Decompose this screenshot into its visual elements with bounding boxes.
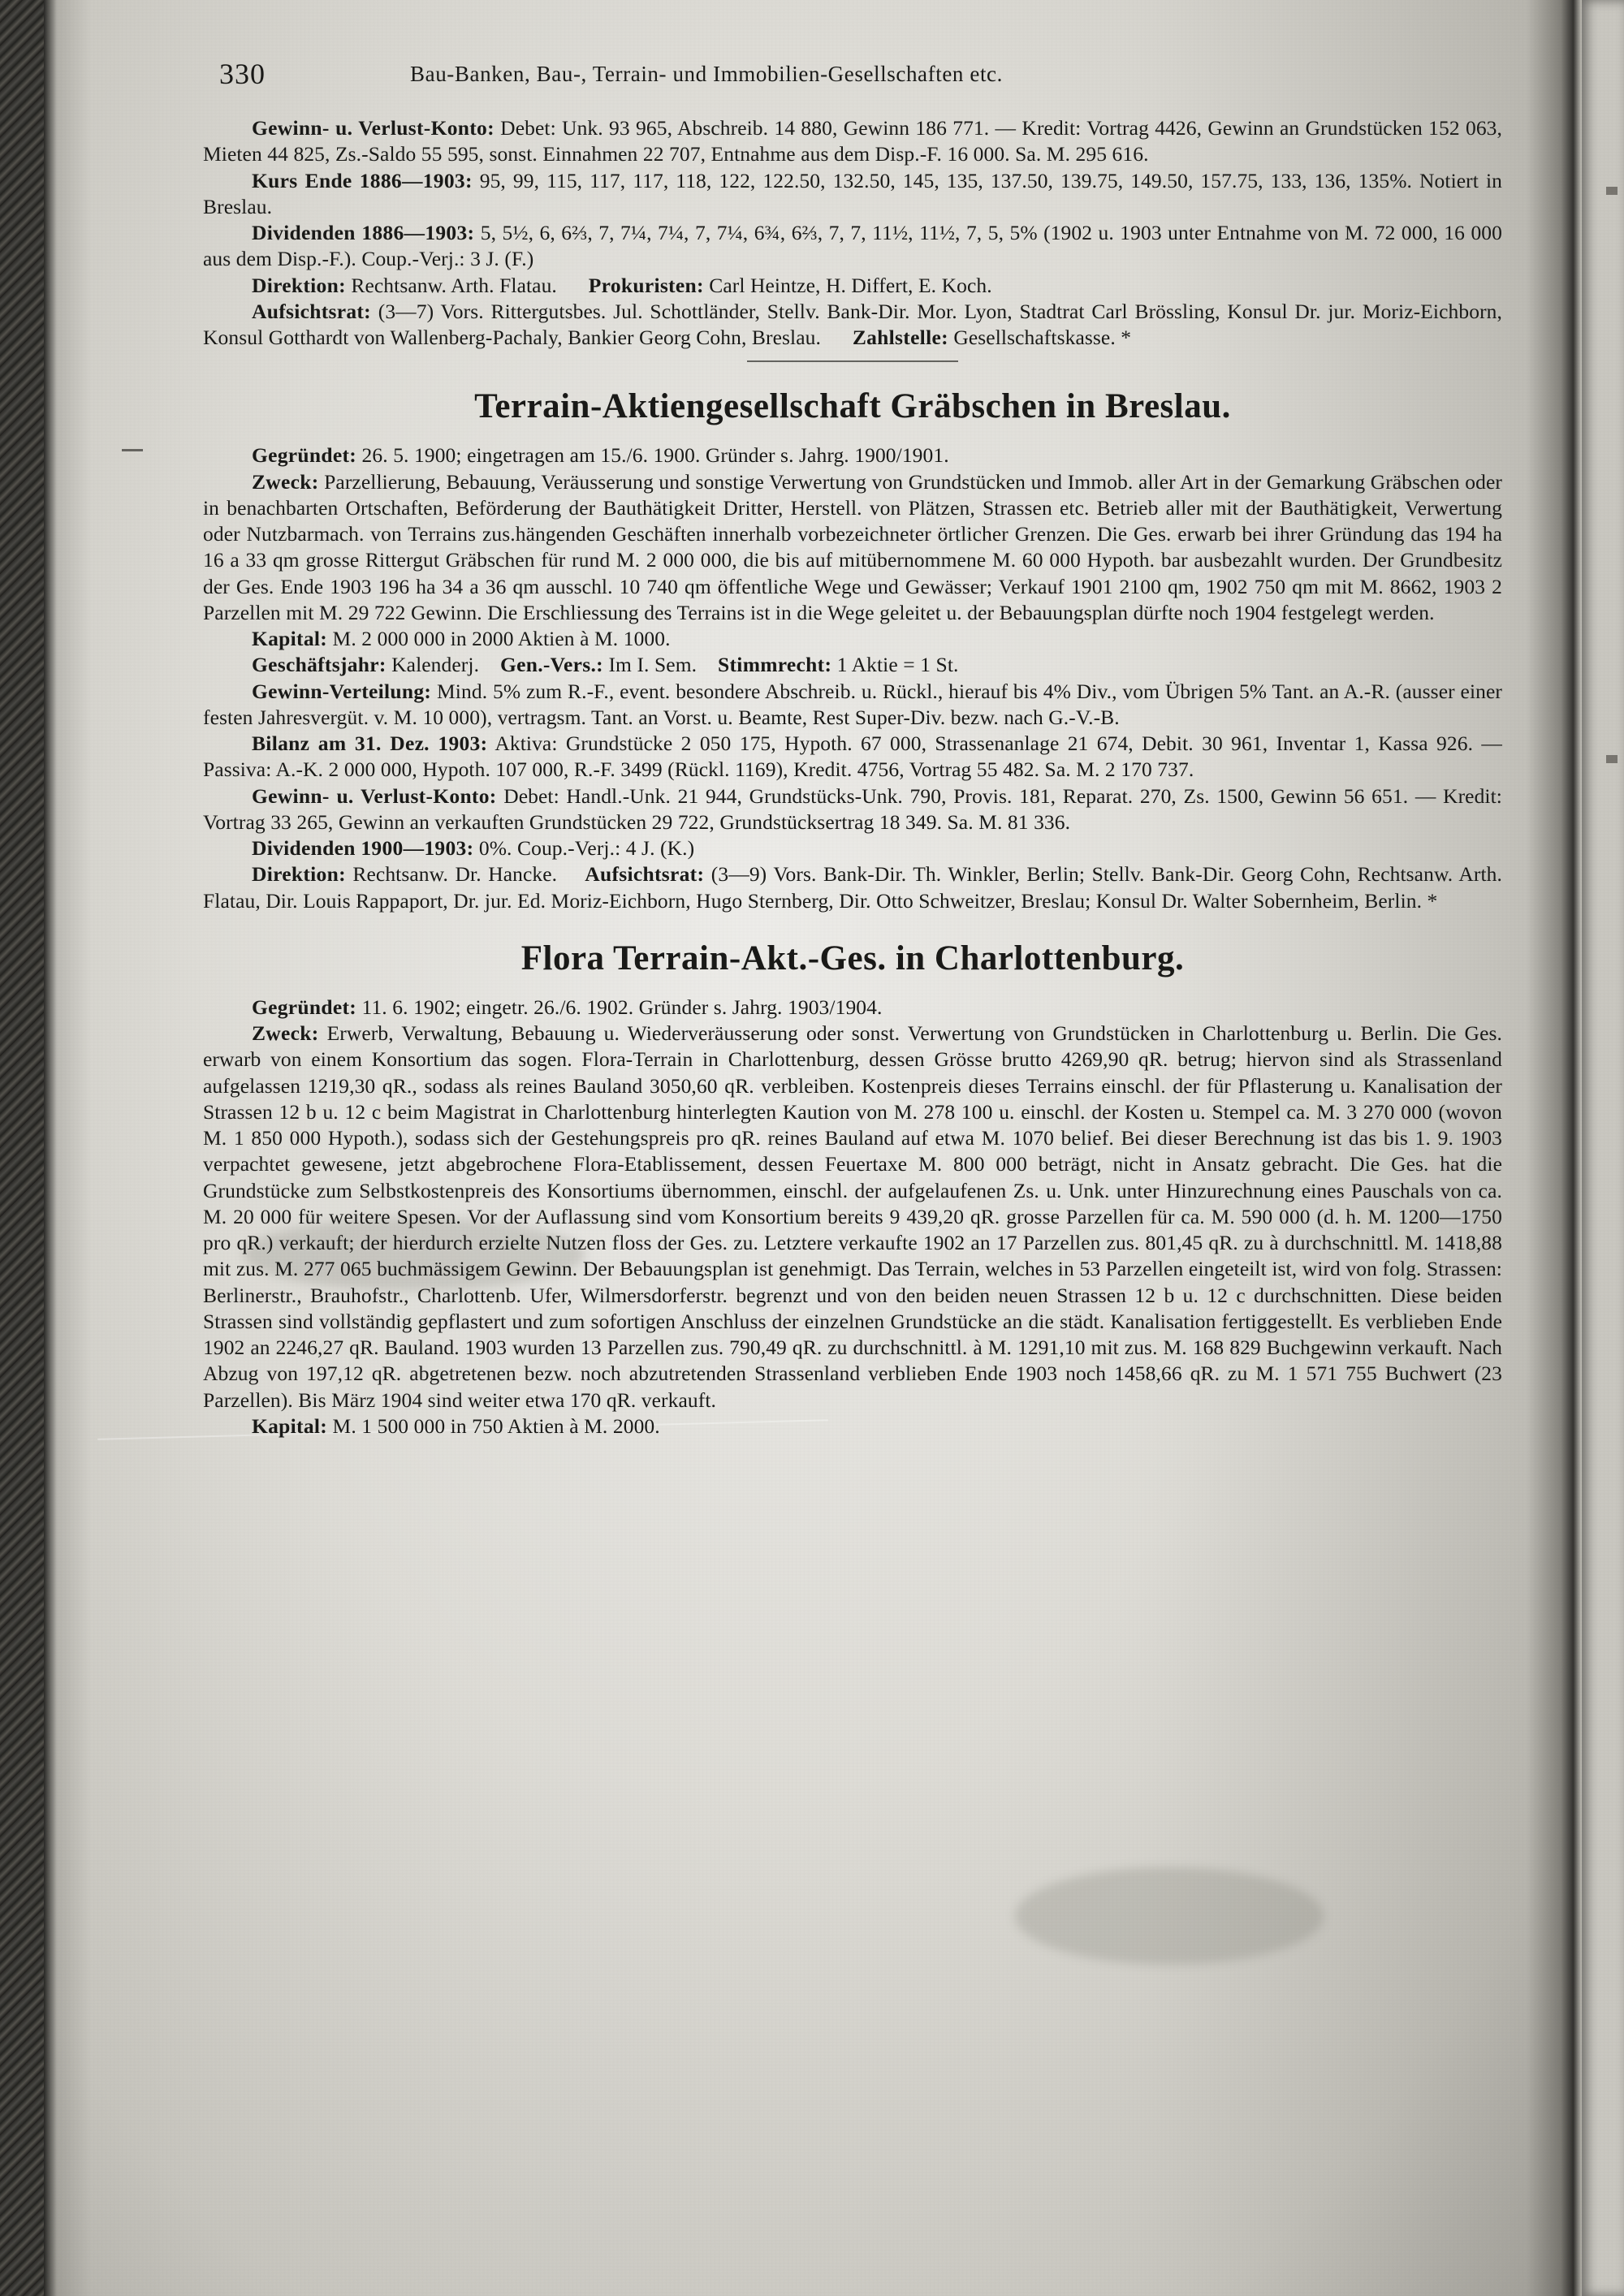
paragraph-zweck-flora: [203, 1021, 1502, 1413]
label-direktion-graebschen: Direktion:: [252, 862, 346, 887]
margin-dash-mark: [122, 449, 143, 451]
text-direktion: Rechtsanw. Arth. Flatau.: [345, 273, 557, 297]
label-kapital-flora: Kapital:: [252, 1413, 328, 1438]
binding-shadow: [44, 0, 57, 2296]
text-kapital-flora: M. 1 500 000 in 750 Aktien à M. 2000.: [327, 1413, 660, 1438]
label-direktion: Direktion:: [252, 273, 346, 297]
label-aufsichtsrat-graebschen: Aufsichtsrat:: [585, 862, 705, 887]
label-gegruendet-flora: Gegründet:: [252, 995, 357, 1019]
label-kapital: Kapital:: [252, 627, 328, 650]
text-dividenden: 5, 5½, 6, 6⅔, 7, 7¼, 7¼, 7, 7¼, 6¾, 6⅔, 7, 7, 11½, 11½, 7, 5, 5% (1902 u. 1903 unter Entnahme von M. 72 000, 16 000 aus dem Disp.-F.). Coup.-Verj.: 3 J. (F.): [203, 221, 1502, 271]
article-previous-company: [203, 115, 1502, 362]
paragraph-kurs-ende: [203, 168, 1502, 221]
paragraph-gewinn-verteilung: [203, 679, 1502, 732]
page-header: [203, 57, 1502, 99]
page-content: [203, 57, 1502, 1439]
text-aufsichtsrat-graebschen: (3—9) Vors. Bank-Dir. Th. Winkler, Berlin; Stellv. Bank-Dir. Georg Cohn, Rechtsanw. Arth. Flatau, Dir. Louis Rappaport, Dr. jur. Ed. Moriz-Eichborn, Hugo Sternberg, Dir. Otto Schweitzer, Breslau; Konsul Dr. Walter Sobernheim, Berlin. *: [203, 862, 1503, 913]
paragraph-direktion: [203, 273, 1502, 299]
heading-graebschen: Terrain-Aktiengesellschaft Gräbschen in Breslau.: [474, 387, 1231, 426]
label-zahlstelle: Zahlstelle:: [852, 326, 948, 349]
label-prokuristen: Prokuristen:: [588, 273, 704, 297]
text-gewinn-verteilung: Mind. 5% zum R.-F., event. besondere Abschreib. u. Rückl., hierauf bis 4% Div., vom Übrigen 5% Tant. an A.-R. (ausser einer festen Jahresvergüt. v. M. 10 000), vertragsm. Tant. an Vorst. u. Beamte, Rest Super-Div. bezw. nach G.-V.-B.: [203, 679, 1502, 729]
body-graebschen: [203, 442, 1502, 914]
text-kapital: M. 2 000 000 in 2000 Aktien à M. 1000.: [327, 627, 671, 650]
label-dividenden-graebschen: Dividenden 1900—1903:: [252, 836, 474, 860]
paragraph-dividenden-graebschen: [203, 835, 1502, 861]
adjacent-page-sliver: [1582, 0, 1624, 2296]
label-zweck: Zweck:: [252, 469, 319, 494]
text-geschaeftsjahr: Kalenderj.: [386, 653, 480, 677]
paragraph-bilanz: [203, 731, 1502, 783]
text-zweck: Parzellierung, Bebauung, Veräusserung und sonstige Verwertung von Grundstücken und Immob. aller Art in der Gemarkung Gräbschen oder in benachbarten Ortschaften, Beförderung der Bauthätigkeit Dritter, Herstell. von Plätzen, Strassen etc. Betrieb aller mit der Bauthätigkeit, Verwertung oder Nutzbarmach. von Terrains zus.hängenden Geschäften innerhalb vorbezeichneter örtlicher Grenzen. Die Ges. erwarb bei ihrer Gründung das 194 ha 16 a 33 qm grosse Rittergut Gräbschen für rund M. 2 000 000, die bis auf mitübernommene M. 60 000 Hypoth. bar ausbezahlt wurden. Der Grundbesitz der Ges. Ende 1903 196 ha 34 a 36 qm ausschl. 10 740 qm öffentliche Wege und Gewässer; Verkauf 1901 2100 qm, 1902 750 qm mit M. 8662, 1903 2 Parzellen mit M. 29 722 Gewinn. Die Erschliessung des Terrains ist in die Wege geleitet u. der Bebauungsplan dürfte noch 1904 festgelegt werden.: [203, 469, 1502, 624]
label-gewinn-verteilung: Gewinn-Verteilung:: [252, 679, 432, 703]
text-gewinn-verlust-konto: Debet: Unk. 93 965, Abschreib. 14 880, Gewinn 186 771. — Kredit: Vortrag 4426, Gewinn an Grundstücken 152 063, Mieten 44 825, Zs.-Saldo 55 595, sonst. Einnahmen 22 707, Entnahme aus dem Disp.-F. 16 000. Sa. M. 295 616.: [203, 116, 1502, 166]
body-flora: [203, 995, 1502, 1439]
label-aufsichtsrat: Aufsichtsrat:: [252, 299, 371, 323]
text-bilanz: Aktiva: Grundstücke 2 050 175, Hypoth. 67 000, Strassenanlage 21 674, Debit. 30 961, Inventar 1, Kassa 926. — Passiva: A.-K. 2 000 000, Hypoth. 107 000, R.-F. 3499 (Rückl. 1169), Kredit. 4756, Vortrag 55 482. Sa. M. 2 170 737.: [203, 732, 1502, 782]
edge-mark-top: [1606, 187, 1618, 195]
paragraph-geschaeftsjahr: [203, 652, 1502, 678]
label-dividenden: Dividenden 1886—1903:: [252, 221, 475, 244]
paragraph-gegruendet-flora: [203, 995, 1502, 1021]
text-kurs-ende: 95, 99, 115, 117, 117, 118, 122, 122.50, 132.50, 145, 135, 137.50, 139.75, 149.50, 157.75, 133, 136, 135%. Notiert in Breslau.: [203, 168, 1502, 218]
paragraph-kapital-flora: [203, 1413, 1502, 1439]
text-stimmrecht: 1 Aktie = 1 St.: [831, 653, 959, 677]
paragraph-gewinn-verlust-konto: [203, 115, 1502, 168]
text-gen-vers: Im I. Sem.: [603, 653, 698, 677]
paragraph-dividenden: [203, 220, 1502, 273]
text-dividenden-graebschen: 0%. Coup.-Verj.: 4 J. (K.): [473, 836, 695, 860]
paragraph-gegruendet: [203, 442, 1502, 468]
label-gen-vers: Gen.-Vers.:: [499, 653, 603, 677]
label-gegruendet: Gegründet:: [252, 443, 357, 468]
paragraph-gewinn-verlust-konto-graebschen: [203, 783, 1502, 836]
running-head: Bau-Banken, Bau-, Terrain- und Immobilien-Gesellschaften etc.: [410, 62, 1003, 86]
paragraph-direktion-graebschen: [203, 861, 1502, 914]
label-gewinn-verlust-konto: Gewinn- u. Verlust-Konto:: [252, 116, 495, 140]
text-gegruendet-flora: 11. 6. 1902; eingetr. 26./6. 1902. Gründer s. Jahrg. 1903/1904.: [356, 995, 883, 1019]
text-aufsichtsrat: (3—7) Vors. Rittergutsbes. Jul. Schottländer, Stellv. Bank-Dir. Mor. Lyon, Stadtrat Carl Brössling, Konsul Dr. jur. Moriz-Eichborn, Konsul Gotthardt von Wallenberg-Pachaly, Bankier Georg Cohn, Breslau.: [203, 299, 1502, 349]
section-divider-1: [747, 360, 958, 362]
label-geschaeftsjahr: Geschäftsjahr:: [252, 653, 387, 677]
text-gegruendet: 26. 5. 1900; eingetragen am 15./6. 1900. Gründer s. Jahrg. 1900/1901.: [356, 443, 949, 468]
paragraph-kapital: [203, 626, 1502, 652]
text-zahlstelle: Gesellschaftskasse. *: [948, 326, 1132, 349]
paragraph-aufsichtsrat: [203, 299, 1502, 352]
text-gewinn-verlust-konto-graebschen: Debet: Handl.-Unk. 21 944, Grundstücks-Unk. 790, Provis. 181, Reparat. 270, Zs. 1500, Gewinn 56 651. — Kredit: Vortrag 33 265, Gewinn an verkauften Grundstücken 29 722, Grundstücksertrag 18 349. Sa. M. 81 336.: [203, 783, 1502, 834]
article-graebschen: [203, 386, 1502, 914]
text-zweck-flora: Erwerb, Verwaltung, Bebauung u. Wiederveräusserung oder sonst. Verwertung von Grundstücken in Charlottenburg u. Berlin. Die Ges. erwarb von einem Konsortium das sogen. Flora-Terrain in Charlottenburg, dessen Grösse brutto 4269,90 qR. betrug; hiervon sind als Strassenland aufgelassen 1219,30 qR., sodass als reines Bauland 3050,60 qR. verbleiben. Kostenpreis dieses Terrains einschl. der für Pflasterung u. Kanalisation der Strassen 12 b u. 12 c beim Magistrat in Charlottenburg hinterlegten Kaution von M. 278 100 u. einschl. der Kosten u. Stempel ca. M. 3 270 000 (wovon M. 1 850 000 Hypoth.), sodass sich der Gestehungspreis pro qR. reines Bauland auf etwa M. 1070 belief. Bei dieser Berechnung ist das bis 1. 9. 1903 verpachtet gewesene, jetzt abgebrochene Flora-Etablissement, dessen Feuertaxe M. 800 000 beträgt, nicht in Ansatz gebracht. Die Ges. hat die Grundstücke zum Selbstkostenpreis des Konsortiums übernommen, einschl. der aufgelaufenen Zs. u. Unk. unter Hinzurechnung eines Pauschals von ca. M. 20 000 für weitere Spesen. Vor der Auflassung sind vom Konsortium bereits 9 439,20 qR. grosse Parzellen für ca. M. 590 000 (d. h. M. 1200—1750 pro qR.) verkauft; der hierdurch erzielte Nutzen floss der Ges. zu. Letztere verkaufte 1902 an 17 Parzellen zus. 801,45 qR. zu à durchschnittl. M. 1418,88 mit zus. M. 277 065 buchmässigem Gewinn. Der Bebauungsplan ist genehmigt. Das Terrain, welches in 53 Parzellen eingeteilt ist, wird von folg. Strassen: Berlinerstr., Brauhofstr., Charlottenb. Ufer, Wilmersdorferstr. begrenzt und von den beiden neuen Strassen 12 b u. 12 c durchschnitten. Diese beiden Strassen sind vollständig gepflastert und zum sofortigen Anschluss der einzelnen Grundstücke an die städt. Kanalisation fertiggestellt. Es verblieben Ende 1902 an 2246,27 qR. Bauland. 1903 wurden 13 Parzellen zus. 790,49 qR. zu durchschnittl. à M. 1291,10 mit zus. M. 168 829 Buchgewinn verkauft. Nach Abzug von 197,12 qR. abgetretenen bezw. noch abzutretenden Strassenland verblieben Ende 1903 noch 1458,66 qR. zu M. 1 571 755 Buchwert (23 Parzellen). Bis März 1904 sind weiter etwa 170 qR. verkauft.: [203, 1021, 1502, 1412]
paragraph-zweck: [203, 469, 1502, 627]
edge-mark-bottom: [1606, 755, 1618, 763]
page-number: 330: [219, 58, 266, 90]
label-zweck-flora: Zweck:: [252, 1021, 319, 1045]
label-bilanz: Bilanz am 31. Dez. 1903:: [252, 732, 488, 755]
heading-flora: Flora Terrain-Akt.-Ges. in Charlottenburg.: [520, 939, 1185, 978]
text-prokuristen: Carl Heintze, H. Differt, E. Koch.: [703, 273, 992, 297]
article-flora: [203, 939, 1502, 1439]
book-binding-strip: [0, 0, 44, 2296]
text-direktion-graebschen: Rechtsanw. Dr. Hancke.: [345, 862, 558, 887]
label-gewinn-verlust-konto-graebschen: Gewinn- u. Verlust-Konto:: [252, 783, 497, 808]
label-stimmrecht: Stimmrecht:: [718, 653, 832, 677]
label-kurs-ende: Kurs Ende 1886—1903:: [252, 168, 473, 192]
